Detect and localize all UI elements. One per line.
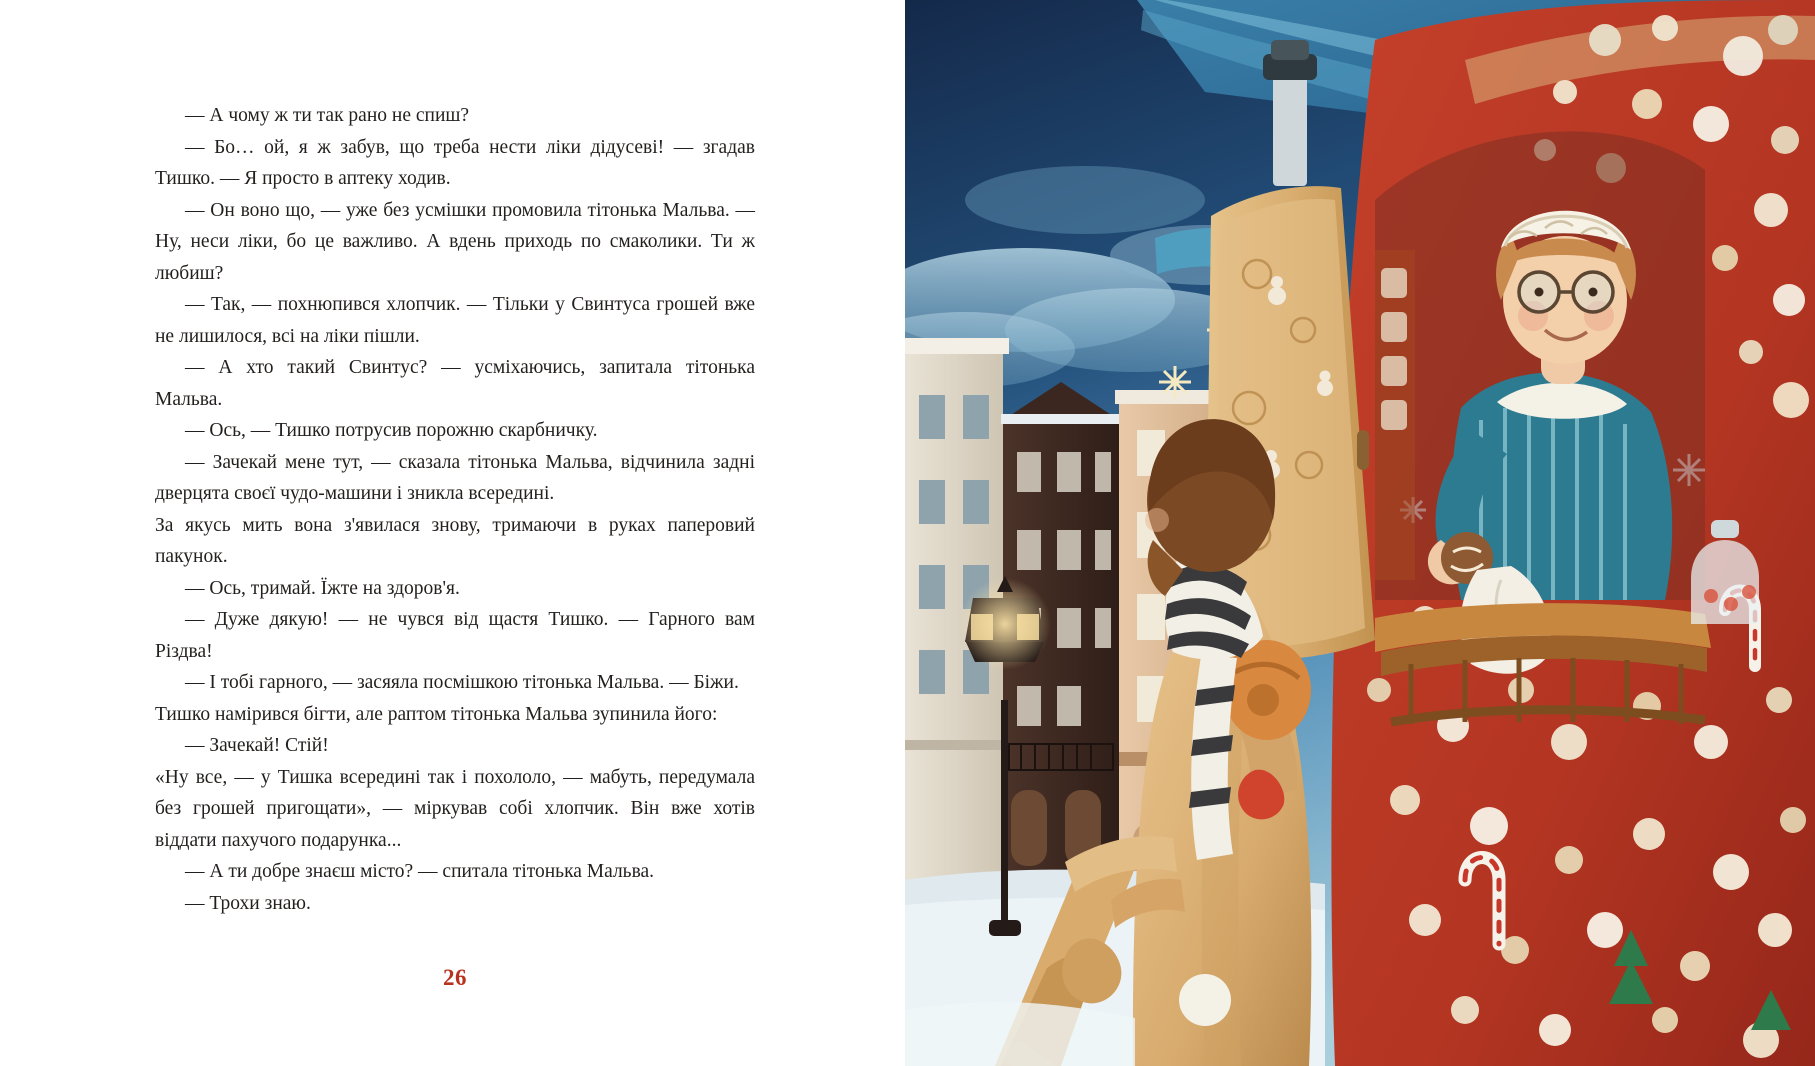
- paragraph: «Ну все, — у Тишка всередині так і похололо, — мабуть, передумала без грошей пригощати», — міркував собі хлопчик. Він вже хотів віддати пахучого подарунка...: [155, 766, 755, 851]
- text-page: [0, 0, 905, 1066]
- paragraph: — Дуже дякую! — не чувся від щастя Тишко. — Гарного вам Різдва!: [155, 609, 755, 662]
- door-handle[interactable]: [1357, 430, 1369, 470]
- page-number: 26: [443, 965, 467, 990]
- paragraph: — Трохи знаю.: [185, 892, 311, 914]
- counter-shelf-with-jars: [1375, 250, 1415, 580]
- paragraph: — Зачекай мене тут, — сказала тітонька Мальва, відчинила задні дверцята своєї чудо-машини і зникла всередині.: [155, 451, 755, 504]
- paragraph: — Бо… ой, я ж забув, що треба нести ліки дідусеві! — згадав Тишко. — Я просто в аптеку ходив.: [155, 136, 755, 189]
- pompom: [1179, 974, 1231, 1026]
- paragraph: — Так, — похнюпився хлопчик. — Тільки у Свинтуса грошей вже не лишилося, всі на ліки пішли.: [155, 294, 755, 347]
- body-text-column: [155, 100, 755, 919]
- paragraph: — Ось, — Тишко потрусив порожню скарбничку.: [185, 420, 598, 441]
- paragraph: Тишко намірився бігти, але раптом тітонька Мальва зупинила його:: [155, 703, 718, 725]
- snow-foreground: [905, 1002, 1135, 1066]
- paragraph: — І тобі гарного, — засяяла посмішкою тітонька Мальва. — Біжи.: [185, 672, 739, 693]
- paragraph: — А чому ж ти так рано не спиш?: [185, 105, 470, 126]
- paragraph: — Ось, тримай. Їжте на здоров'я.: [185, 577, 460, 599]
- paragraph: — А хто такий Свинтус? — усміхаючись, запитала тітонька Мальва.: [155, 357, 755, 410]
- illustration-page: [905, 0, 1815, 1066]
- paragraph: — А ти добре знаєш місто? — спитала тітонька Мальва.: [185, 861, 655, 882]
- christmas-market-stall-illustration: [905, 0, 1815, 1066]
- paragraph: За якусь мить вона з'явилася знову, тримаючи в руках паперовий пакунок.: [155, 514, 755, 567]
- paragraph: — Он воно що, — уже без усмішки промовила тітонька Мальва. — Ну, неси ліки, бо це важливо. А вдень приходь по смаколики. Ти ж любиш?: [155, 199, 755, 284]
- paragraph: — Зачекай! Стій!: [185, 735, 329, 756]
